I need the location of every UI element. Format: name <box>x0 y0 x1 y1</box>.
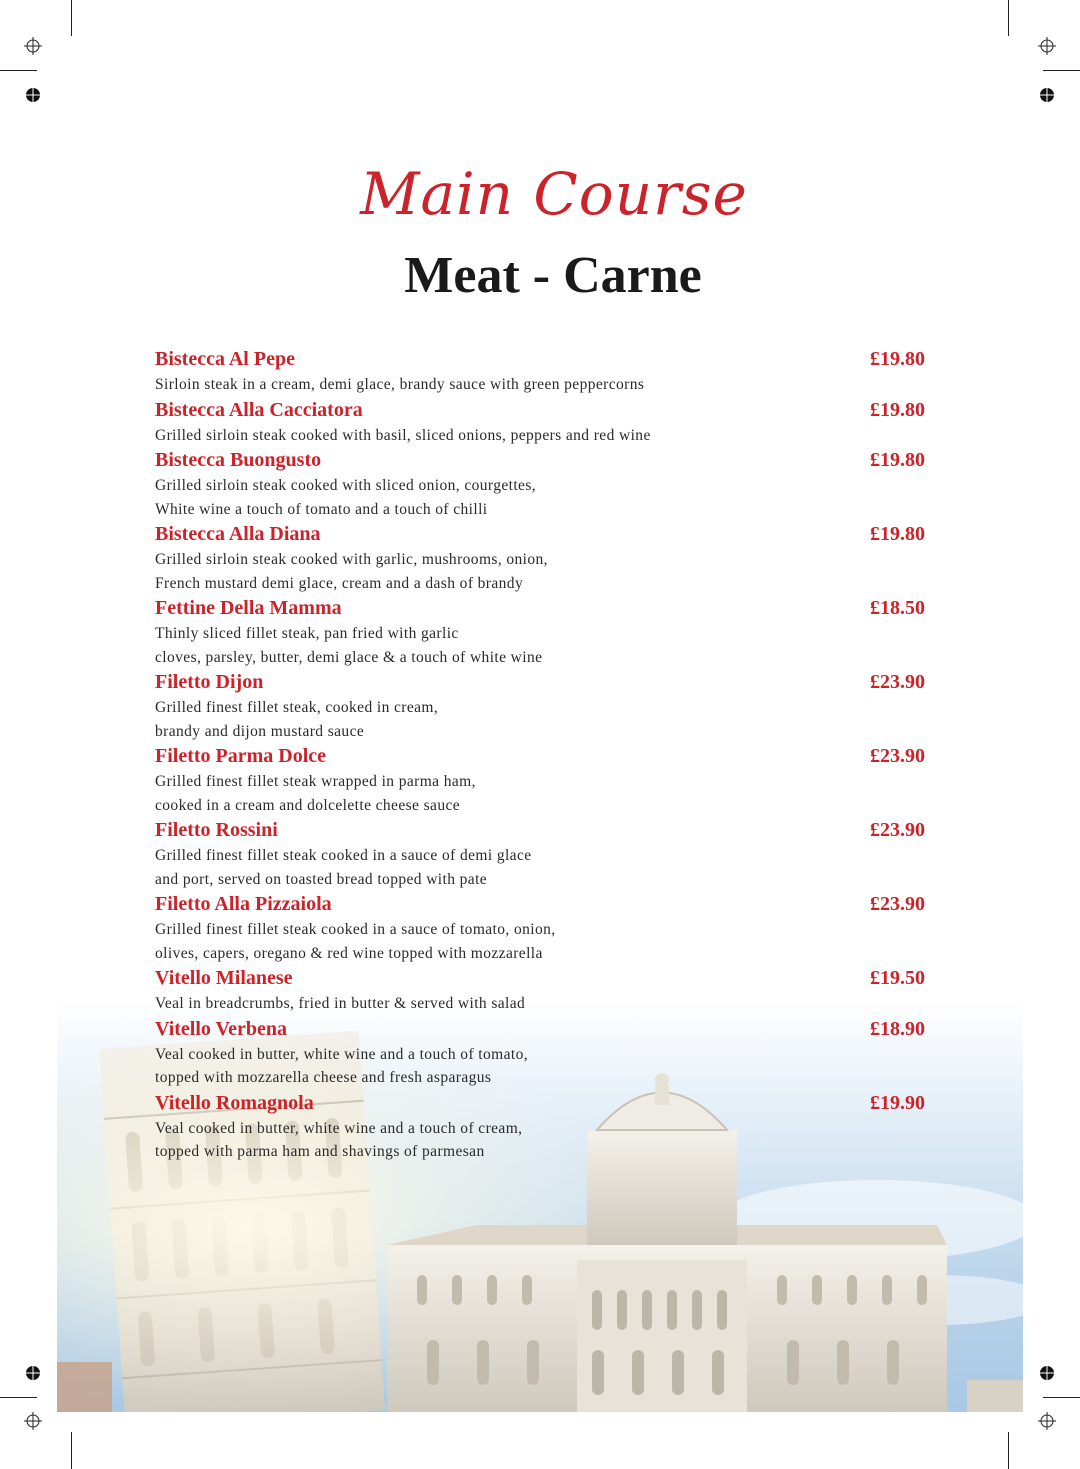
menu-item-name: Filetto Rossini <box>155 819 278 841</box>
menu-item <box>155 346 925 397</box>
menu-item-description-line: cloves, parsley, butter, demi glace & a touch of white wine <box>155 648 543 666</box>
menu-item-description <box>155 770 925 817</box>
menu-item-header <box>155 965 925 992</box>
crop-mark <box>0 1397 37 1398</box>
menu-item-header <box>155 817 925 844</box>
crop-mark <box>1008 0 1009 36</box>
menu-item-description <box>155 844 925 891</box>
menu-item-description <box>155 918 925 965</box>
menu-item-description-line: White wine a touch of tomato and a touch of chilli <box>155 500 488 518</box>
registration-dot-icon <box>24 86 42 104</box>
menu-item-description <box>155 1043 925 1090</box>
registration-dot-icon <box>1038 1364 1056 1382</box>
menu-item-description-line: Veal cooked in butter, white wine and a touch of cream, <box>155 1119 523 1137</box>
menu-item-price: £19.80 <box>870 449 925 471</box>
page-title: Main Course <box>360 160 748 228</box>
menu-item-description-line: Grilled sirloin steak cooked with garlic, mushrooms, onion, <box>155 551 548 568</box>
menu-item-description-line: French mustard demi glace, cream and a dash of brandy <box>155 574 524 592</box>
menu-item <box>155 965 925 1016</box>
menu-item-price: £23.90 <box>870 893 925 915</box>
section-subtitle: Meat - Carne <box>404 247 702 304</box>
menu-item-price: £19.80 <box>870 348 925 370</box>
menu-item <box>155 447 925 521</box>
menu-item-description-line: Veal in breadcrumbs, fried in butter & served with salad <box>155 995 526 1012</box>
menu-item-price: £18.50 <box>870 597 925 619</box>
crop-mark <box>0 70 37 71</box>
menu-item-description <box>155 474 925 521</box>
crop-mark <box>71 0 72 36</box>
crop-mark <box>71 1432 72 1469</box>
menu-item-description-line: Grilled sirloin steak cooked with basil, sliced onions, peppers and red wine <box>155 426 651 444</box>
menu-item-description-line: brandy and dijon mustard sauce <box>155 722 365 740</box>
menu-item <box>155 397 925 448</box>
menu-item-price: £19.50 <box>870 967 925 989</box>
menu-item <box>155 1016 925 1090</box>
menu-item-price: £19.80 <box>870 523 925 545</box>
menu-item <box>155 1090 925 1164</box>
menu-item-description <box>155 992 925 1016</box>
menu-item-header <box>155 595 925 622</box>
menu-item-description <box>155 696 925 743</box>
menu-item-name: Vitello Verbena <box>155 1017 288 1040</box>
menu-item <box>155 595 925 669</box>
menu-item <box>155 669 925 743</box>
menu-item-description-line: olives, capers, oregano & red wine topped with mozzarella <box>155 944 543 962</box>
menu-item-name: Bistecca Buongusto <box>155 449 322 471</box>
menu-item-description-line: Thinly sliced fillet steak, pan fried with garlic <box>155 625 459 642</box>
menu-item <box>155 891 925 965</box>
menu-item-description-line: cooked in a cream and dolcelette cheese sauce <box>155 796 461 814</box>
menu-item-description <box>155 1117 925 1164</box>
menu-item-name: Bistecca Al Pepe <box>155 348 295 370</box>
menu-item-name: Bistecca Alla Diana <box>155 523 321 545</box>
menu-item-header <box>155 1016 925 1043</box>
menu-item-price: £19.90 <box>870 1091 925 1114</box>
menu-item-description-line: topped with parma ham and shavings of parmesan <box>155 1143 485 1160</box>
menu-item-header <box>155 891 925 918</box>
menu-item-price: £18.90 <box>870 1017 925 1040</box>
menu-item-name: Vitello Milanese <box>155 967 293 989</box>
menu-item-name: Filetto Alla Pizzaiola <box>155 893 332 915</box>
registration-target-icon <box>24 37 42 55</box>
registration-target-icon <box>1038 37 1056 55</box>
menu-list <box>155 346 925 1164</box>
menu-item-header <box>155 397 925 424</box>
menu-item-name: Fettine Della Mamma <box>155 597 342 619</box>
registration-target-icon <box>1038 1412 1056 1430</box>
registration-target-icon <box>24 1412 42 1430</box>
registration-dot-icon <box>1038 86 1056 104</box>
menu-item-price: £23.90 <box>870 819 925 841</box>
menu-item-header <box>155 346 925 373</box>
crop-mark <box>1008 1432 1009 1469</box>
menu-item-header <box>155 1090 925 1117</box>
menu-item-name: Filetto Dijon <box>155 671 264 693</box>
menu-item-description-line: Grilled finest fillet steak, cooked in cream, <box>155 699 439 716</box>
menu-item-description-line: Grilled finest fillet steak cooked in a sauce of demi glace <box>155 847 532 864</box>
menu-item-description <box>155 548 925 595</box>
menu-item-price: £23.90 <box>870 745 925 767</box>
menu-item-description <box>155 373 925 397</box>
menu-item-price: £19.80 <box>870 398 925 421</box>
menu-item-description-line: Grilled sirloin steak cooked with sliced onion, courgettes, <box>155 477 537 494</box>
menu-item-description-line: Grilled finest fillet steak wrapped in parma ham, <box>155 773 476 790</box>
menu-item-name: Bistecca Alla Cacciatora <box>155 398 363 421</box>
menu-item-description-line: topped with mozzarella cheese and fresh asparagus <box>155 1069 492 1086</box>
menu-item <box>155 817 925 891</box>
menu-item-description <box>155 622 925 669</box>
menu-item-description-line: Sirloin steak in a cream, demi glace, brandy sauce with green peppercorns <box>155 376 645 393</box>
menu-item-description-line: Grilled finest fillet steak cooked in a sauce of tomato, onion, <box>155 921 556 938</box>
menu-item-header <box>155 669 925 696</box>
registration-dot-icon <box>24 1364 42 1382</box>
menu-item-name: Vitello Romagnola <box>155 1091 314 1114</box>
menu-item-header <box>155 743 925 770</box>
menu-item <box>155 521 925 595</box>
crop-mark <box>1043 1397 1080 1398</box>
menu-item <box>155 743 925 817</box>
crop-mark <box>1043 70 1080 71</box>
menu-item-price: £23.90 <box>870 671 925 693</box>
menu-item-header <box>155 447 925 474</box>
menu-item-name: Filetto Parma Dolce <box>155 745 327 767</box>
menu-item-description-line: Veal cooked in butter, white wine and a touch of tomato, <box>155 1045 529 1063</box>
menu-item-description <box>155 424 925 448</box>
menu-item-description-line: and port, served on toasted bread topped with pate <box>155 870 488 888</box>
menu-item-header <box>155 521 925 548</box>
